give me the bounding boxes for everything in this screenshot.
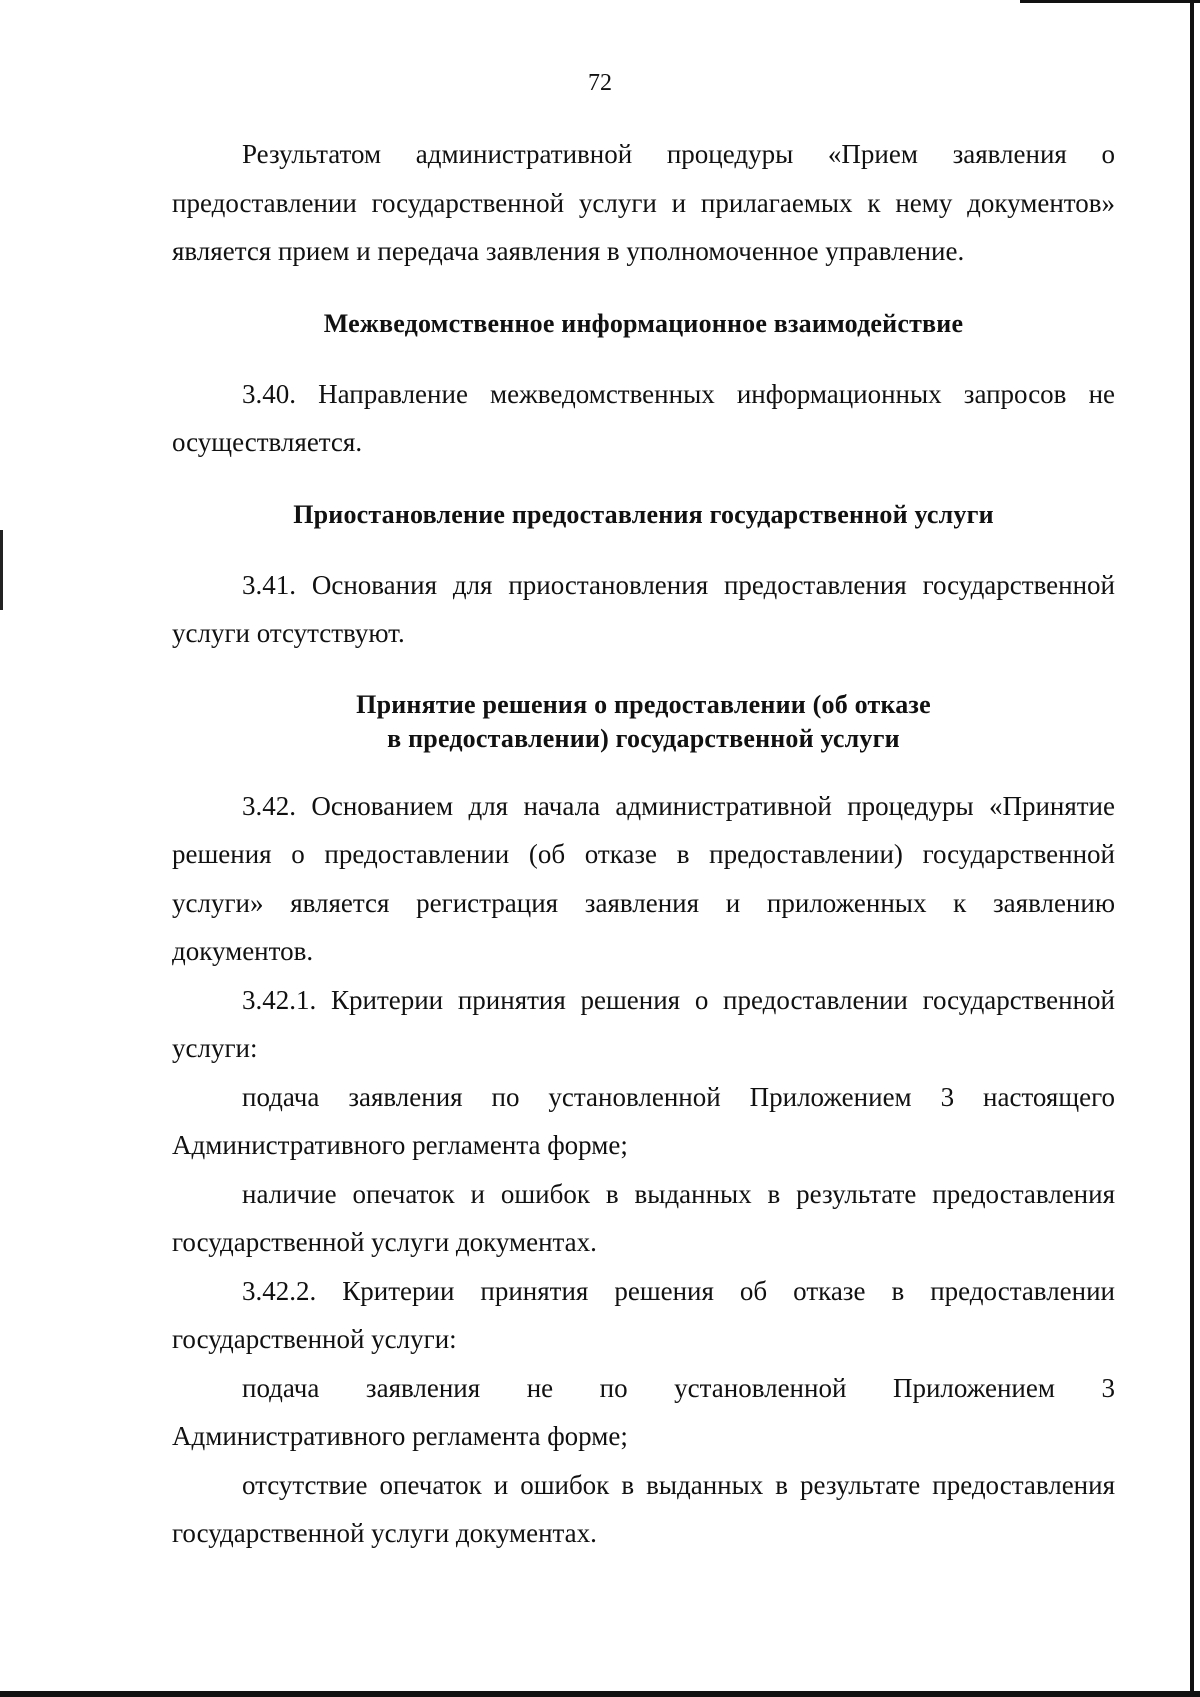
scan-edge-bottom xyxy=(0,1691,1200,1697)
heading-line-2: в предоставлении) государственной услуги xyxy=(387,723,900,753)
scan-edge-left xyxy=(0,530,3,610)
paragraph-3-42: 3.42. Основанием для начала административной процедуры «Принятие решения о предоставлении (об отказе в предоставлении) государственной услуги» является регистрация заявления и приложенных к заявлению документов. xyxy=(172,790,1115,966)
paragraph-3-41: 3.41. Основания для приостановления предоставления государственной услуги отсутствуют. xyxy=(172,569,1115,648)
paragraph-criterion-2: наличие опечаток и ошибок в выданных в результате предоставления государственной услуги документах. xyxy=(172,1178,1115,1257)
paragraph-3-40: 3.40. Направление межведомственных информационных запросов не осуществляется. xyxy=(172,378,1115,457)
paragraph-result: Результатом административной процедуры «Прием заявления о предоставлении государственной услуги и прилагаемых к нему документов» является прием и передача заявления в уполномоченное управление. xyxy=(172,139,1115,266)
document-body xyxy=(172,130,1115,1558)
heading-decision xyxy=(172,688,1115,756)
heading-line-1: Принятие решения о предоставлении (об отказе xyxy=(356,689,931,719)
heading-interagency xyxy=(172,300,1115,348)
paragraph-criterion-1: подача заявления по установленной Приложением 3 настоящего Административного регламента форме; xyxy=(172,1081,1115,1160)
page-number: 72 xyxy=(588,70,612,96)
paragraph-3-42-2: 3.42.2. Критерии принятия решения об отказе в предоставлении государственной услуги: xyxy=(172,1275,1115,1354)
heading-suspension xyxy=(172,491,1115,539)
paragraph-3-42-1: 3.42.1. Критерии принятия решения о предоставлении государственной услуги: xyxy=(172,984,1115,1063)
scan-edge-right xyxy=(1190,0,1194,1697)
paragraph-refusal-criterion-1: подача заявления не по установленной Приложением 3 Административного регламента форме; xyxy=(172,1372,1115,1451)
heading-line: Межведомственное информационное взаимодействие xyxy=(323,308,964,338)
paragraph-refusal-criterion-2: отсутствие опечаток и ошибок в выданных в результате предоставления государственной услуги документах. xyxy=(172,1469,1115,1548)
scan-edge-top xyxy=(1020,0,1200,3)
heading-line: Приостановление предоставления государственной услуги xyxy=(293,499,994,529)
